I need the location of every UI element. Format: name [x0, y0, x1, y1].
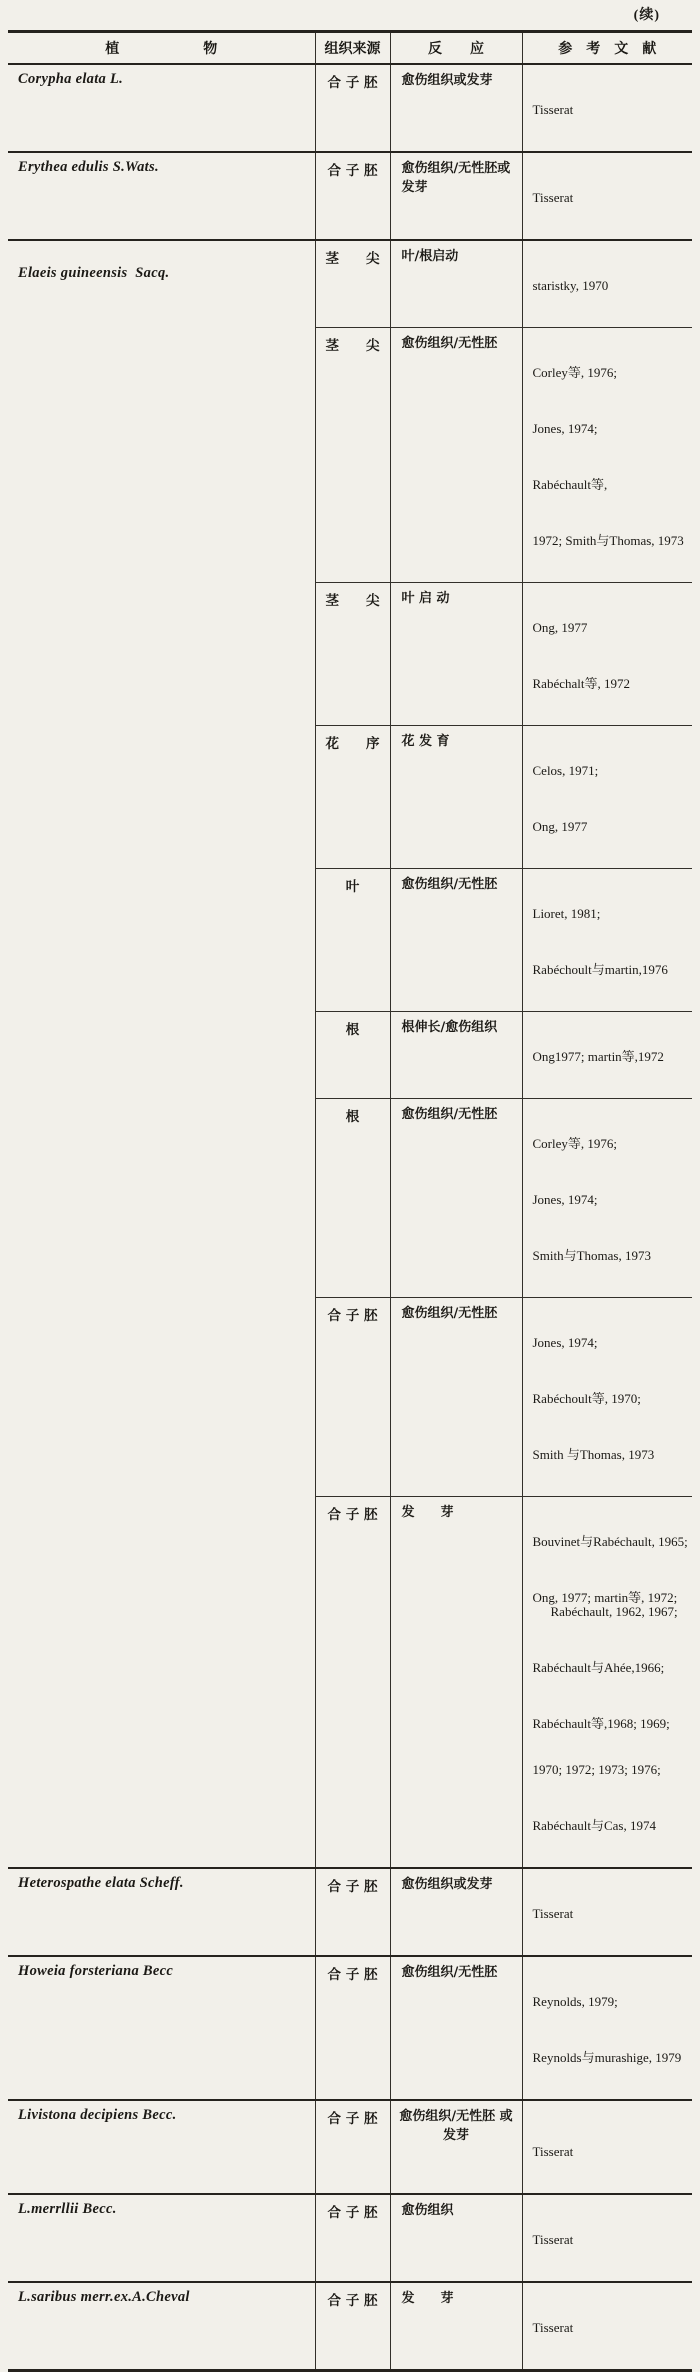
- plant-name-cell: L.saribus merr.ex.A.Cheval: [8, 2282, 315, 2371]
- tissue-source-cell: 根: [315, 1011, 390, 1098]
- response-cell: 叶/根启动: [390, 240, 522, 328]
- plant-name-cell: Corypha elata L.: [8, 64, 315, 152]
- references-cell: [522, 725, 692, 868]
- reference-entry: Tisserat: [532, 2231, 574, 2247]
- response-cell: 愈伤组织/无性胚或发芽: [390, 152, 522, 240]
- references-cell: [522, 1868, 692, 1956]
- response-cell: 叶 启 动: [390, 582, 522, 725]
- reference-entry: Tisserat: [532, 1905, 574, 1921]
- table-row-livistona: [8, 2100, 692, 2194]
- reference-entry: staristky, 1970: [532, 277, 609, 293]
- response-cell: 愈伤组织/无性胚: [390, 1098, 522, 1297]
- reference-entry: Tisserat: [532, 101, 574, 117]
- reference-entry: Smith 与Thomas, 1973: [532, 1446, 655, 1462]
- references-cell: [522, 2282, 692, 2371]
- table-row-lsaribus: [8, 2282, 692, 2371]
- reference-entry: Tisserat: [532, 189, 574, 205]
- references-cell: [522, 152, 692, 240]
- reference-entry: Smith与Thomas, 1973: [532, 1247, 651, 1263]
- column-header-response: 反 应: [390, 32, 522, 64]
- tissue-source-cell: 茎 尖: [315, 240, 390, 328]
- response-cell: 愈伤组织/无性胚: [390, 1297, 522, 1496]
- reference-entry: Corley等, 1976;: [532, 1135, 617, 1151]
- references-cell: [522, 1098, 692, 1297]
- reference-entry: Rabéchault与Cas, 1974: [532, 1817, 656, 1833]
- reference-entry: Rabéchoult等, 1970;: [532, 1390, 641, 1406]
- reference-entry: Celos, 1971;: [532, 762, 599, 778]
- reference-entry: Ong, 1977; martin等, 1972; Rabéchault, 1962, 1967;: [532, 1589, 681, 1619]
- response-cell: 愈伤组织或发芽: [390, 64, 522, 152]
- references-cell: [522, 64, 692, 152]
- reference-entry: Ong, 1977: [532, 818, 588, 834]
- tissue-source-cell: 合 子 胚: [315, 2100, 390, 2194]
- tissue-source-cell: 根: [315, 1098, 390, 1297]
- references-cell: [522, 240, 692, 328]
- references-cell: [522, 2194, 692, 2282]
- tissue-source-cell: 合 子 胚: [315, 1956, 390, 2100]
- response-cell: 愈伤组织或发芽: [390, 1868, 522, 1956]
- tissue-source-cell: 合 子 胚: [315, 1496, 390, 1868]
- table-row-elaeis-sub0: [8, 240, 692, 328]
- reference-table: [8, 30, 692, 2372]
- table-row-erythea: [8, 152, 692, 240]
- reference-entry: Ong, 1977: [532, 619, 588, 635]
- references-cell: [522, 1011, 692, 1098]
- reference-entry: Jones, 1974;: [532, 420, 598, 436]
- tissue-source-cell: 合 子 胚: [315, 1868, 390, 1956]
- plant-name-cell: L.merrllii Becc.: [8, 2194, 315, 2282]
- references-cell: [522, 868, 692, 1011]
- reference-entry: Jones, 1974;: [532, 1191, 598, 1207]
- reference-entry: Tisserat: [532, 2319, 574, 2335]
- plant-name-cell: Erythea edulis S.Wats.: [8, 152, 315, 240]
- column-header-plant: 植 物: [8, 32, 315, 64]
- table-header-row: [8, 32, 692, 64]
- response-cell: 根伸长/愈伤组织: [390, 1011, 522, 1098]
- tissue-source-cell: 花 序: [315, 725, 390, 868]
- references-cell: [522, 1956, 692, 2100]
- references-cell: [522, 2100, 692, 2194]
- response-cell: 愈伤组织/无性胚 或发芽: [390, 2100, 522, 2194]
- reference-entry: Rabéchault等,: [532, 476, 608, 492]
- reference-entry: Reynolds, 1979;: [532, 1993, 618, 2009]
- plant-name-cell: Livistona decipiens Becc.: [8, 2100, 315, 2194]
- table-row-lmerrllii: [8, 2194, 692, 2282]
- tissue-source-cell: 茎 尖: [315, 327, 390, 582]
- response-cell: 花 发 育: [390, 725, 522, 868]
- reference-entry: Lioret, 1981;: [532, 905, 601, 921]
- reference-entry: Rabéchault与Ahée,1966;: [532, 1659, 665, 1675]
- column-header-tissue-source: 组织来源: [315, 32, 390, 64]
- response-cell: 愈伤组织/无性胚: [390, 1956, 522, 2100]
- tissue-source-cell: 茎 尖: [315, 582, 390, 725]
- tissue-source-cell: 合 子 胚: [315, 152, 390, 240]
- tissue-source-cell: 叶: [315, 868, 390, 1011]
- response-cell: 愈伤组织/无性胚: [390, 868, 522, 1011]
- table-row-corypha: [8, 64, 692, 152]
- table-row-heterospathe: [8, 1868, 692, 1956]
- response-cell: 发 芽: [390, 2282, 522, 2371]
- reference-entry: Rabéchault等,1968; 1969;: [532, 1715, 670, 1731]
- reference-entry: Tisserat: [532, 2143, 574, 2159]
- reference-entry: Corley等, 1976;: [532, 364, 617, 380]
- reference-entry: Rabéchalt等, 1972: [532, 675, 630, 691]
- tissue-source-cell: 合 子 胚: [315, 2282, 390, 2371]
- plant-name-cell: Heterospathe elata Scheff.: [8, 1868, 315, 1956]
- plant-name-cell: Howeia forsteriana Becc: [8, 1956, 315, 2100]
- tissue-source-cell: 合 子 胚: [315, 1297, 390, 1496]
- column-header-references: 参 考 文 献: [522, 32, 692, 64]
- reference-entry: Ong1977; martin等,1972: [532, 1048, 664, 1064]
- reference-entry: Jones, 1974;: [532, 1334, 598, 1350]
- reference-entry: 1970; 1972; 1973; 1976;: [532, 1761, 661, 1777]
- response-cell: 发 芽: [390, 1496, 522, 1868]
- plant-name-cell: Elaeis guineensis Sacq.: [8, 240, 315, 1868]
- reference-entry: Reynolds与murashige, 1979: [532, 2049, 682, 2065]
- continued-label: (续): [633, 8, 660, 23]
- references-cell: [522, 1297, 692, 1496]
- response-cell: 愈伤组织: [390, 2194, 522, 2282]
- reference-entry: 1972; Smith与Thomas, 1973: [532, 532, 684, 548]
- reference-entry: Bouvinet与Rabéchault, 1965;: [532, 1533, 688, 1549]
- response-cell: 愈伤组织/无性胚: [390, 327, 522, 582]
- tissue-source-cell: 合 子 胚: [315, 2194, 390, 2282]
- references-cell: [522, 1496, 692, 1868]
- references-cell: [522, 327, 692, 582]
- reference-entry: Rabéchoult与martin,1976: [532, 961, 668, 977]
- tissue-source-cell: 合 子 胚: [315, 64, 390, 152]
- references-cell: [522, 582, 692, 725]
- table-row-howeia: [8, 1956, 692, 2100]
